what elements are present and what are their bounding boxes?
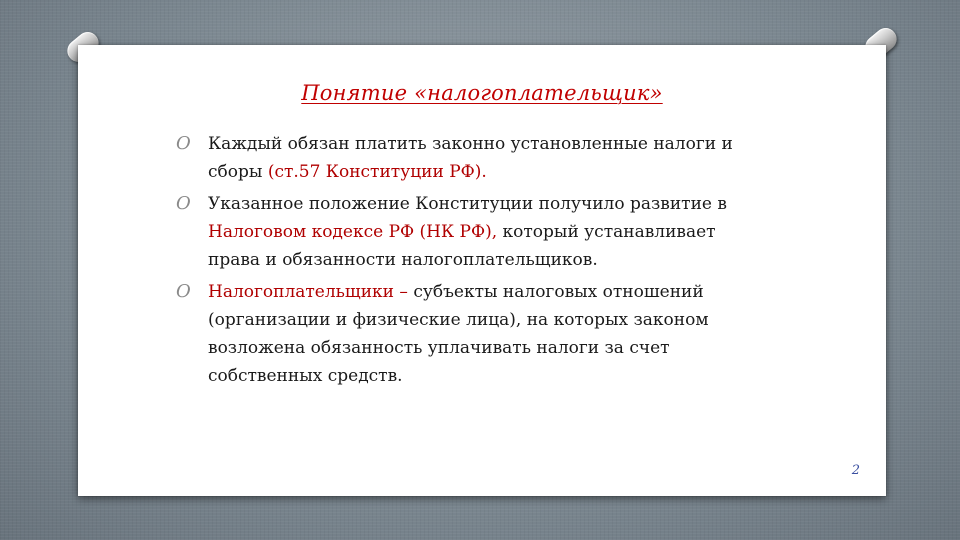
item-highlight: (ст.57 Конституции РФ). [267,162,487,182]
bullet-list [176,130,760,394]
item-highlight: Налогоплательщики – [208,282,414,302]
list-item [176,190,760,274]
item-text: Каждый обязан платить законно установленные налоги и сборы [208,134,733,182]
list-item [176,130,760,186]
page-number: 2 [851,463,860,478]
item-text: Указанное положение Конституции получило развитие в [208,194,727,214]
bullet-icon: O [176,193,191,214]
item-text: субъекты налоговых отношений (организации и физические лица), на которых законом возложена обязанность уплачивать налоги за счет собственных средств. [208,282,709,386]
item-text: который устанавливает права и обязанности налогоплательщиков. [208,222,716,270]
slide-card [78,45,886,496]
bullet-icon: O [176,281,191,302]
bullet-icon: O [176,133,191,154]
item-highlight: Налоговом кодексе РФ (НК РФ), [208,222,498,242]
slide-title: Понятие «налогоплательщик» [301,81,663,105]
list-item [176,278,760,390]
